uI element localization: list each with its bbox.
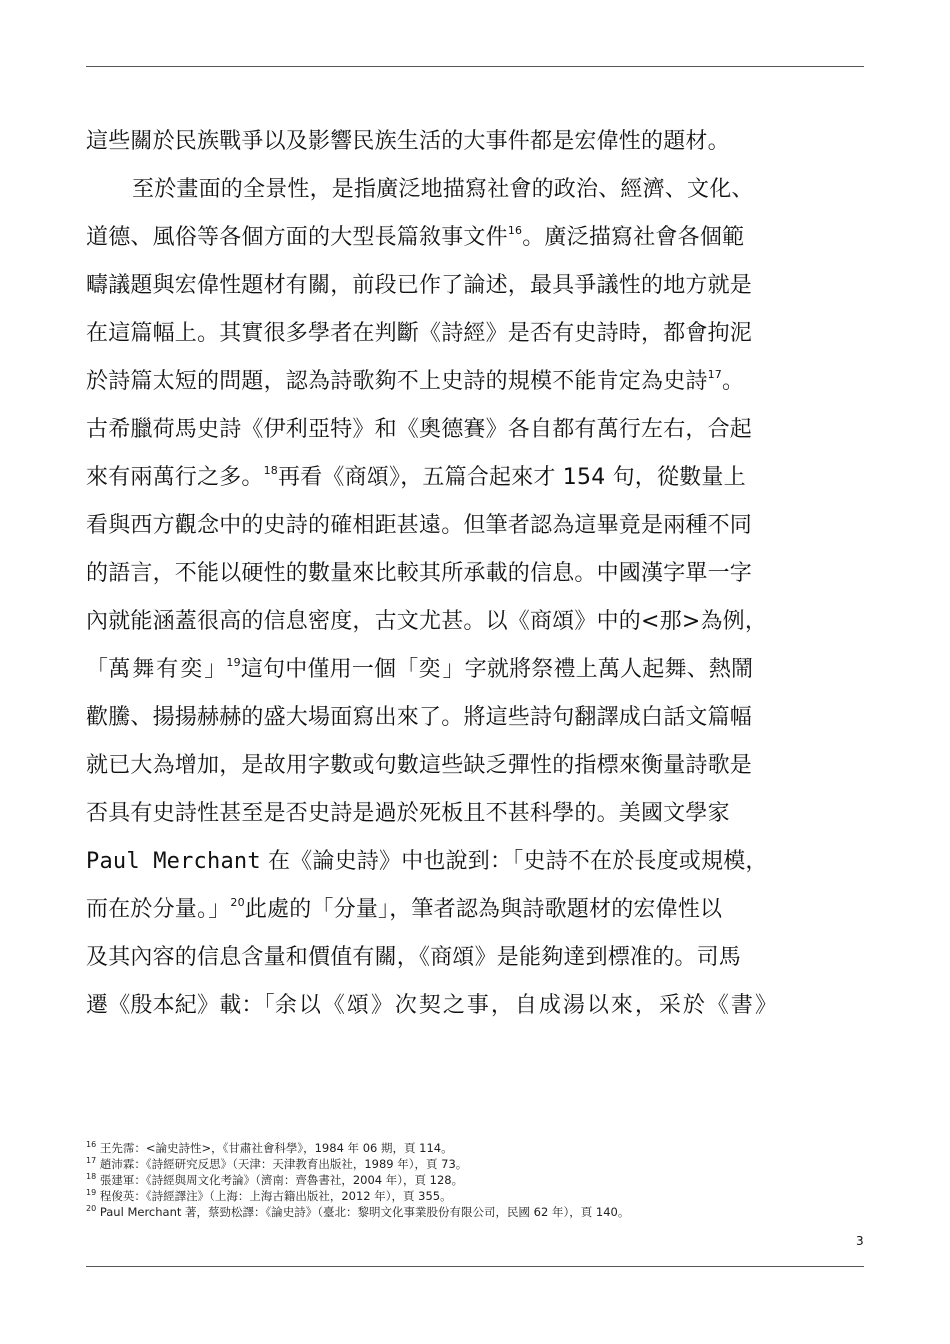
footnote: $^{19}$ 程俊英：《詩經譯注》（上海：上海古籍出版社，2012 年），頁 355。	[86, 1188, 452, 1203]
page-number: 3	[856, 1234, 864, 1248]
paragraph-line: 在這篇幅上。其實很多學者在判斷《詩經》是否有史詩時，都會拘泥	[86, 321, 753, 346]
paragraph-line: Paul Merchant 在《論史詩》中也說到：「史詩不在於長度或規模，	[86, 849, 768, 874]
footnote: $^{16}$ 王先霈：<論史詩性>，《甘肅社會科學》，1984 年 06 期，頁 114。	[86, 1140, 453, 1155]
paragraph-line: 「萬舞有奕」$^{19}$這句中僅用一個「奕」字就將祭禮上萬人起舞、熱鬧	[86, 656, 754, 682]
paragraph-line: 就已大為增加，是故用字數或句數這些缺乏彈性的指標來衡量詩歌是	[86, 753, 753, 778]
footnote-ref[interactable]: 17	[707, 368, 723, 381]
footnote: $^{17}$ 趙沛霖：《詩經研究反思》（天津：天津教育出版社，1989 年），頁 73。	[86, 1156, 468, 1171]
body-text	[86, 118, 864, 1030]
paragraph-line: 來有兩萬行之多。$^{18}$再看《商頌》，五篇合起來才 154 句，從數量上	[86, 464, 746, 490]
paragraph-line: 至於畫面的全景性，是指廣泛地描寫社會的政治、經濟、文化、	[132, 177, 754, 202]
footnote: $^{18}$ 張建軍：《詩經與周文化考論》（濟南：齊魯書社，2004 年），頁 128。	[86, 1172, 464, 1187]
footer-rule	[86, 1266, 864, 1267]
paragraph-line: 而在於分量。」$^{20}$此處的「分量」，筆者認為與詩歌題材的宏偉性以	[86, 896, 723, 922]
quoted-text: 余以《頌》次契之事，自成湯以來，采於《書》	[274, 993, 779, 1018]
paragraph-line: 古希臘荷馬史詩《伊利亞特》和《奧德賽》各自都有萬行左右，合起	[86, 417, 753, 442]
paragraph-line: 的語言，不能以硬性的數量來比較其所承載的信息。中國漢字單一字	[86, 561, 753, 586]
footnotes	[86, 1140, 864, 1220]
paragraph-line: 及其內容的信息含量和價值有關，《商頌》是能夠達到標准的。司馬	[86, 945, 742, 970]
quoted-verse: 萬舞有奕	[108, 657, 205, 682]
paragraph-line: 這些關於民族戰爭以及影響民族生活的大事件都是宏偉性的題材。	[86, 129, 730, 154]
paragraph-line: 道德、風俗等各個方面的大型長篇敘事文件$^{16}$。廣泛描寫社會各個範	[86, 224, 745, 250]
paragraph-line: 看與西方觀念中的史詩的確相距甚遠。但筆者認為這畢竟是兩種不同	[86, 513, 753, 538]
paragraph-line: 遷《殷本紀》載：「余以《頌》次契之事，自成湯以來，采於《書》	[86, 993, 779, 1018]
footnote-ref[interactable]: 20	[230, 896, 245, 909]
paragraph-line: 歡騰、揚揚赫赫的盛大場面寫出來了。將這些詩句翻譯成白話文篇幅	[86, 705, 753, 730]
author-name: Paul Merchant	[86, 849, 261, 874]
footnote-ref[interactable]: 18	[263, 464, 279, 477]
footnote: $^{20}$ Paul Merchant 著，蔡勁松譯：《論史詩》（臺北：黎明文化事業股份有限公司，民國 62 年），頁 140。	[86, 1204, 630, 1219]
quoted-char: 奕	[418, 657, 443, 682]
footnote-ref[interactable]: 16	[507, 224, 523, 237]
paragraph-line: 內就能涵蓋很高的信息密度，古文尤甚。以《商頌》中的<那>為例，	[86, 609, 768, 634]
paragraph-line: 疇議題與宏偉性題材有關，前段已作了論述，最具爭議性的地方就是	[86, 273, 753, 298]
header-rule	[86, 66, 864, 67]
footnote-ref[interactable]: 19	[226, 656, 241, 669]
paragraph-line: 於詩篇太短的問題，認為詩歌夠不上史詩的規模不能肯定為史詩$^{17}$。	[86, 368, 745, 394]
paragraph-line: 否具有史詩性甚至是否史詩是過於死板且不甚科學的。美國文學家	[86, 801, 730, 826]
